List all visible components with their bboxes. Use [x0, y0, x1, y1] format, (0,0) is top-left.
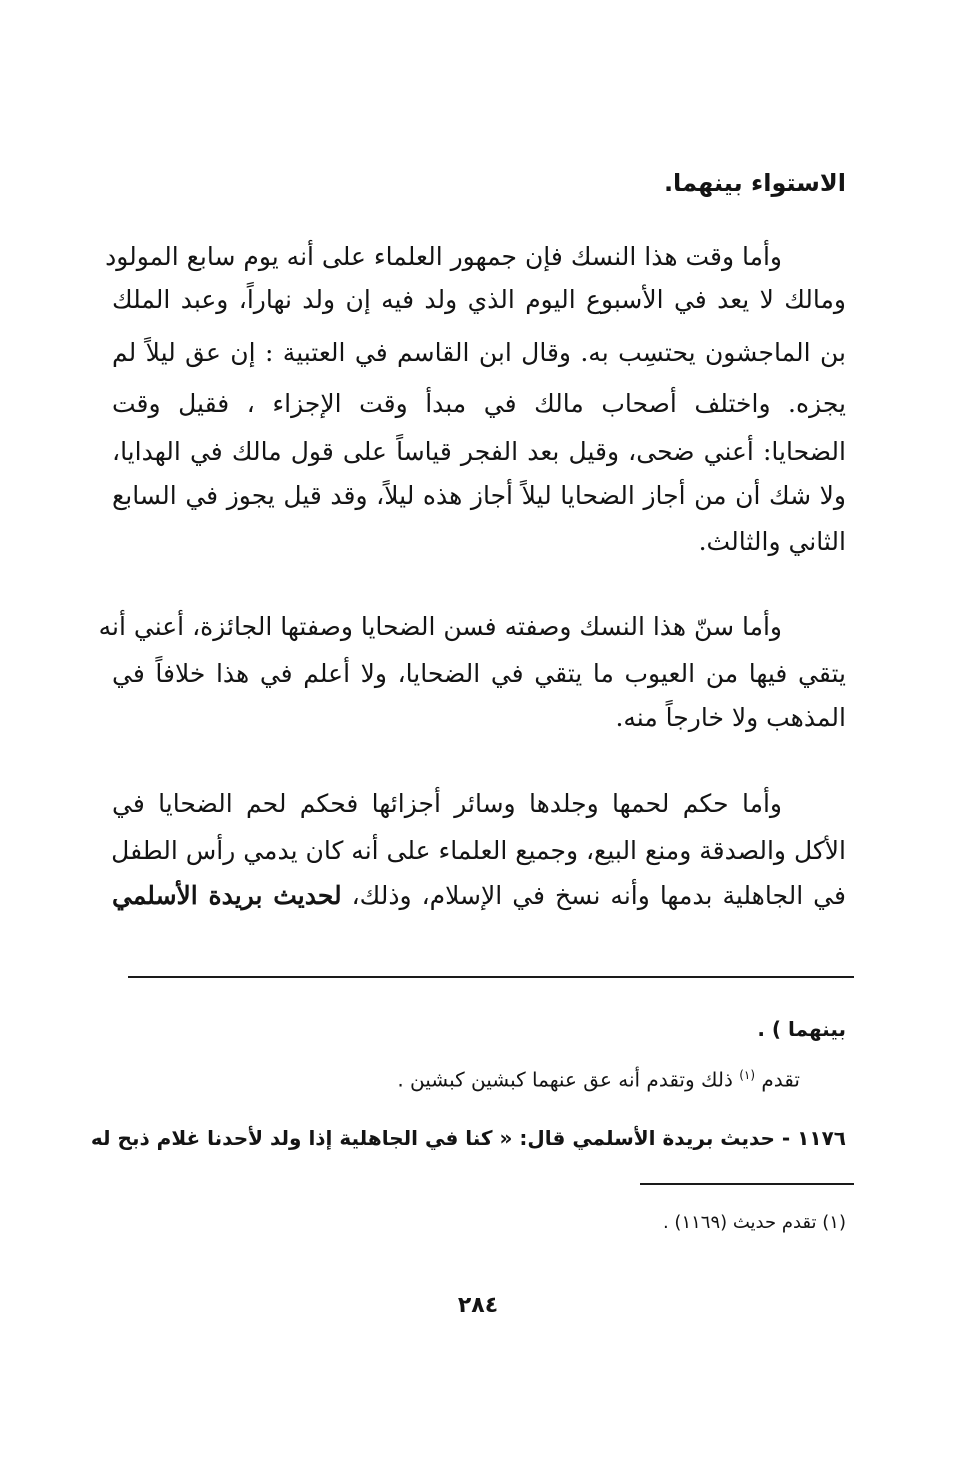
footnote-note: (١) تقدم حديث (١١٦٩) . [662, 1212, 846, 1233]
paragraph-line [112, 879, 846, 913]
paragraph-line: يجزه. واختلف أصحاب مالك في مبدأ وقت الإجزاء ، فقيل وقت [112, 389, 846, 418]
paragraph-line: ومالك لا يعد في الأسبوع اليوم الذي ولد فيه إن ولد نهاراً، وعبد الملك [112, 285, 846, 314]
hadith-reference: لحديث بريدة الأسلمي [112, 881, 342, 910]
paragraph-line: الضحايا: أعني ضحى، وقيل بعد الفجر قياساً على قول مالك في الهدايا، [112, 437, 846, 466]
paragraph-line: وأما وقت هذا النسك فإن جمهور العلماء على أنه يوم سابع المولود [105, 242, 782, 271]
footnote-text: ذلك وتقدم أنه عق عنهما كبشين كبشين . [397, 1067, 733, 1092]
paragraph-line: وأما حكم لحمها وجلدها وسائر أجزائها فحكم لحم الضحايا في [112, 789, 782, 818]
paragraph-line: وأما سنّ هذا النسك وصفته فسن الضحايا وصفتها الجائزة، أعني أنه [98, 612, 782, 641]
paragraph-line: يتقي فيها من العيوب ما يتقي في الضحايا، ولا أعلم في هذا خلافاً في [112, 659, 846, 688]
section-heading: الاستواء بينهما. [663, 169, 846, 197]
paragraph-text: في الجاهلية بدمها وأنه نسخ في الإسلام، وذلك، [351, 881, 846, 910]
footnote-separator [640, 1183, 854, 1185]
paragraph-line: المذهب ولا خارجاً منه. [615, 703, 846, 732]
paragraph-line: ولا شك أن من أجاز الضحايا ليلاً أجاز هذه ليلاً، وقد قيل يجوز في السابع [112, 481, 846, 510]
paragraph-line: الثاني والثالث. [698, 527, 846, 556]
footnote-line: بينهما ) . [757, 1017, 846, 1041]
footnote-text: تقدم [761, 1067, 800, 1092]
hadith-line: ١١٧٦ - حديث بريدة الأسلمي قال: « كنا في الجاهلية إذا ولد لأحدنا غلام ذبح له [90, 1126, 846, 1150]
page-number: ٢٨٤ [457, 1293, 499, 1318]
paragraph-line: بن الماجشون يحتسِب به. وقال ابن القاسم في العتبية : إن عق ليلاً لم [112, 338, 846, 367]
footnote-divider [128, 976, 854, 978]
footnote-line [397, 1060, 800, 1095]
footnote-ref: (١) [739, 1068, 756, 1082]
paragraph-line: الأكل والصدقة ومنع البيع، وجميع العلماء على أنه كان يدمي رأس الطفل [111, 836, 846, 865]
